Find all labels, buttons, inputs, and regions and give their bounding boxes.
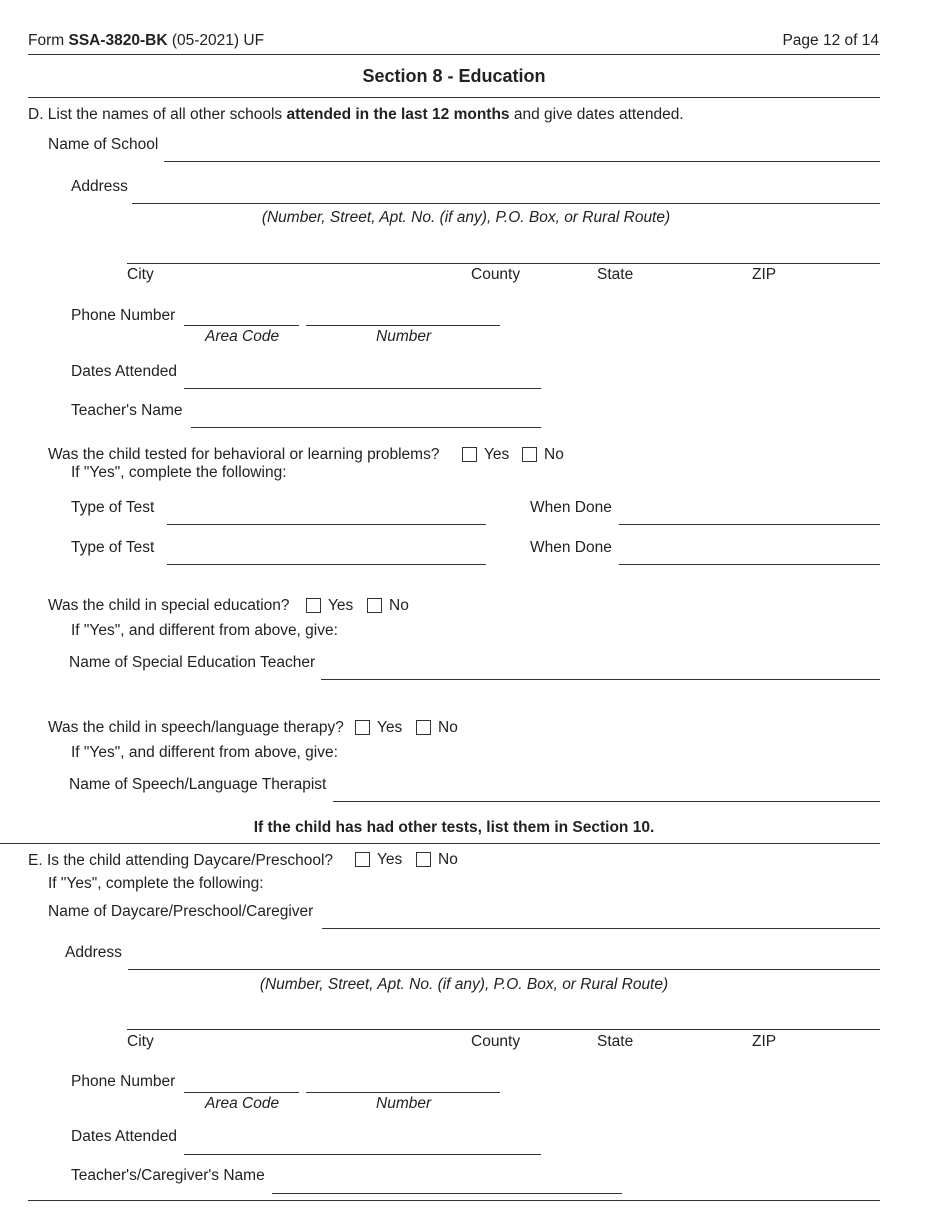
special-ed-yes-checkbox[interactable] [306,598,321,613]
daycare-city-label: City [127,1033,154,1050]
speech-question: Was the child in speech/language therapy? [48,719,344,736]
daycare-name-label: Name of Daycare/Preschool/Caregiver [48,903,314,920]
caregiver-name-label: Teacher's/Caregiver's Name [71,1167,265,1184]
special-ed-yes-label: Yes [328,597,354,614]
teacher-name-label: Teacher's Name [71,402,183,419]
speech-yes-label: Yes [377,719,403,736]
daycare-number-label: Number [376,1095,432,1112]
tested-question: Was the child tested for behavioral or learning problems? [48,446,440,463]
daycare-address-line [128,969,880,970]
daycare-yes-checkbox[interactable] [355,852,370,867]
daycare-phone-number-field[interactable] [306,1074,500,1092]
form-prefix: Form [28,32,65,49]
number-label: Number [376,328,432,345]
daycare-address-field[interactable] [128,951,880,969]
daycare-name-field[interactable] [322,910,880,928]
daycare-no-label: No [438,851,458,868]
daycare-area-code-line [184,1092,299,1093]
address-hint: (Number, Street, Apt. No. (if any), P.O. Box, or Rural Route) [261,209,671,226]
special-ed-no-checkbox[interactable] [367,598,382,613]
school-name-field[interactable] [164,143,880,161]
city-label: City [127,266,154,283]
type-of-test-field-1[interactable] [167,506,486,524]
city-state-zip-field[interactable] [127,245,880,263]
daycare-yes-label: Yes [377,851,403,868]
daycare-phone-number-line [306,1092,500,1093]
daycare-name-line [322,928,880,929]
phone-label: Phone Number [71,307,176,324]
special-ed-teacher-field[interactable] [321,661,880,679]
phone-number-line [306,325,500,326]
daycare-address-hint: (Number, Street, Apt. No. (if any), P.O. Box, or Rural Route) [259,976,669,993]
daycare-area-code-label: Area Code [205,1095,280,1112]
form-identifier [28,33,264,49]
daycare-phone-label: Phone Number [71,1073,176,1090]
special-ed-question: Was the child in special education? [48,597,290,614]
when-done-line-2 [619,564,880,565]
speech-no-label: No [438,719,458,736]
tested-yes-checkbox[interactable] [462,447,477,462]
type-of-test-field-2[interactable] [167,546,486,564]
address-line [132,203,880,204]
form-suffix: (05-2021) UF [171,32,265,49]
section-title: Section 8 - Education [362,66,546,86]
daycare-no-checkbox[interactable] [416,852,431,867]
other-tests-note: If the child has had other tests, list them in Section 10. [253,819,655,836]
dates-attended-line [184,388,541,389]
address-field[interactable] [132,185,880,203]
dates-attended-label: Dates Attended [71,363,177,380]
speech-yes-checkbox[interactable] [355,720,370,735]
special-ed-no-label: No [389,597,409,614]
footer-divider [28,1200,880,1201]
type-of-test-label-1: Type of Test [71,499,155,516]
type-of-test-line-1 [167,524,486,525]
daycare-question: E. Is the child attending Daycare/Preschool? [28,852,334,869]
school-name-line [164,161,880,162]
speech-if-yes: If "Yes", and different from above, give: [71,744,338,761]
daycare-area-code-field[interactable] [184,1074,299,1092]
daycare-address-label: Address [65,944,122,961]
section-divider [28,97,880,98]
tested-no-checkbox[interactable] [522,447,537,462]
area-code-field[interactable] [184,307,299,325]
address-label: Address [71,178,128,195]
when-done-label-1: When Done [530,499,612,516]
intro-text-1: D. List the names of all other schools [28,106,283,123]
daycare-dates-attended-label: Dates Attended [71,1128,177,1145]
part-d-intro [28,107,684,123]
daycare-dates-attended-line [184,1154,541,1155]
tested-if-yes: If "Yes", complete the following: [71,464,287,481]
speech-therapist-field[interactable] [333,783,880,801]
special-ed-if-yes: If "Yes", and different from above, give: [71,622,338,639]
daycare-city-state-zip-field[interactable] [127,1011,880,1029]
speech-therapist-label: Name of Speech/Language Therapist [69,776,327,793]
when-done-field-1[interactable] [619,506,880,524]
teacher-name-line [191,427,541,428]
special-ed-teacher-line [321,679,880,680]
when-done-label-2: When Done [530,539,612,556]
city-state-zip-line [127,263,880,264]
daycare-city-state-zip-line [127,1029,880,1030]
state-label: State [597,266,634,283]
when-done-field-2[interactable] [619,546,880,564]
daycare-state-label: State [597,1033,634,1050]
daycare-if-yes: If "Yes", complete the following: [48,875,264,892]
intro-text-bold: attended in the last 12 months [286,106,510,123]
intro-text-2: and give dates attended. [513,106,684,123]
phone-number-field[interactable] [306,307,500,325]
daycare-county-label: County [471,1033,521,1050]
type-of-test-label-2: Type of Test [71,539,155,556]
area-code-line [184,325,299,326]
form-id: SSA-3820-BK [68,32,168,49]
caregiver-name-field[interactable] [272,1175,622,1193]
zip-label: ZIP [752,266,777,283]
part-e-divider [0,843,880,844]
school-name-label: Name of School [48,136,159,153]
area-code-label: Area Code [205,328,280,345]
speech-no-checkbox[interactable] [416,720,431,735]
header-divider [28,54,880,55]
tested-yes-label: Yes [484,446,510,463]
daycare-zip-label: ZIP [752,1033,777,1050]
caregiver-name-line [272,1193,622,1194]
when-done-line-1 [619,524,880,525]
type-of-test-line-2 [167,564,486,565]
special-ed-teacher-label: Name of Special Education Teacher [69,654,316,671]
teacher-name-field[interactable] [191,409,541,427]
dates-attended-field[interactable] [184,370,541,388]
speech-therapist-line [333,801,880,802]
daycare-dates-attended-field[interactable] [184,1136,541,1154]
page-number: Page 12 of 14 [782,32,879,49]
county-label: County [471,266,521,283]
tested-no-label: No [544,446,564,463]
